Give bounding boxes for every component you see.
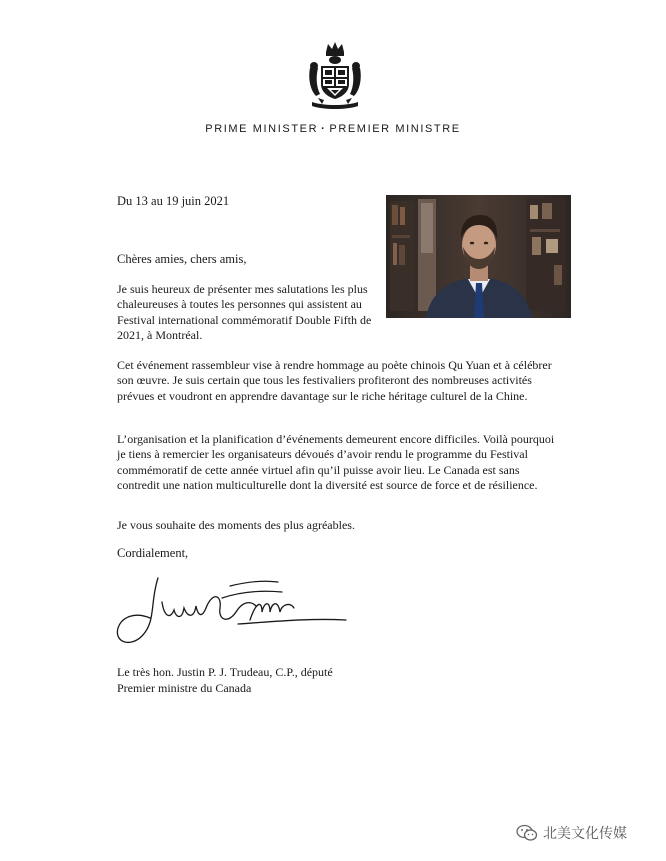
letter-paragraph: Je suis heureux de présenter mes salutations les plus chaleureuses à toutes les personnes qui assistent au Festival international commémoratif Double Fifth de 2021, à Montréal. xyxy=(117,282,372,342)
wechat-icon xyxy=(516,824,538,842)
signatory-name: Le très hon. Justin P. J. Trudeau, C.P., député xyxy=(117,665,333,679)
signatory-title: Premier ministre du Canada xyxy=(117,680,252,695)
letter-greeting: Chères amies, chers amis, xyxy=(117,252,247,266)
letterhead-separator: · xyxy=(321,123,327,135)
letterhead xyxy=(0,123,666,135)
letterhead-english: PRIME MINISTER xyxy=(205,123,319,135)
letter-paragraph: Cet événement rassembleur vise à rendre hommage au poète chinois Qu Yuan et à célébrer son œuvre. Je suis certain que tous les festivaliers profiteront des nombreuses activités prévues et voudront en apprendre davantage sur le riche héritage culturel de la Chine. xyxy=(117,358,552,403)
letterhead-french: PREMIER MINISTRE xyxy=(329,123,461,135)
coat-of-arms-icon xyxy=(304,38,366,112)
letter-paragraph: L’organisation et la planification d’événements demeurent encore difficiles. Voilà pourquoi je tiens à remercier les organisateurs dévoués d’avoir rendu le programme du Festival commémoratif de cette année virtuel afin qu’il puisse avoir lieu. Le Canada est sans contredit une nation multiculturelle dont la diversité est source de force et de résilience. xyxy=(117,432,555,492)
letter-date: Du 13 au 19 juin 2021 xyxy=(117,194,230,208)
signatory-block xyxy=(117,665,333,696)
letter-closing: Cordialement, xyxy=(117,546,189,560)
letter-paragraph: Je vous souhaite des moments des plus agréables. xyxy=(117,518,355,532)
signature-image xyxy=(110,572,355,650)
watermark xyxy=(516,823,627,843)
watermark-text: 北美文化传媒 xyxy=(543,826,627,842)
portrait-photo xyxy=(386,195,571,318)
